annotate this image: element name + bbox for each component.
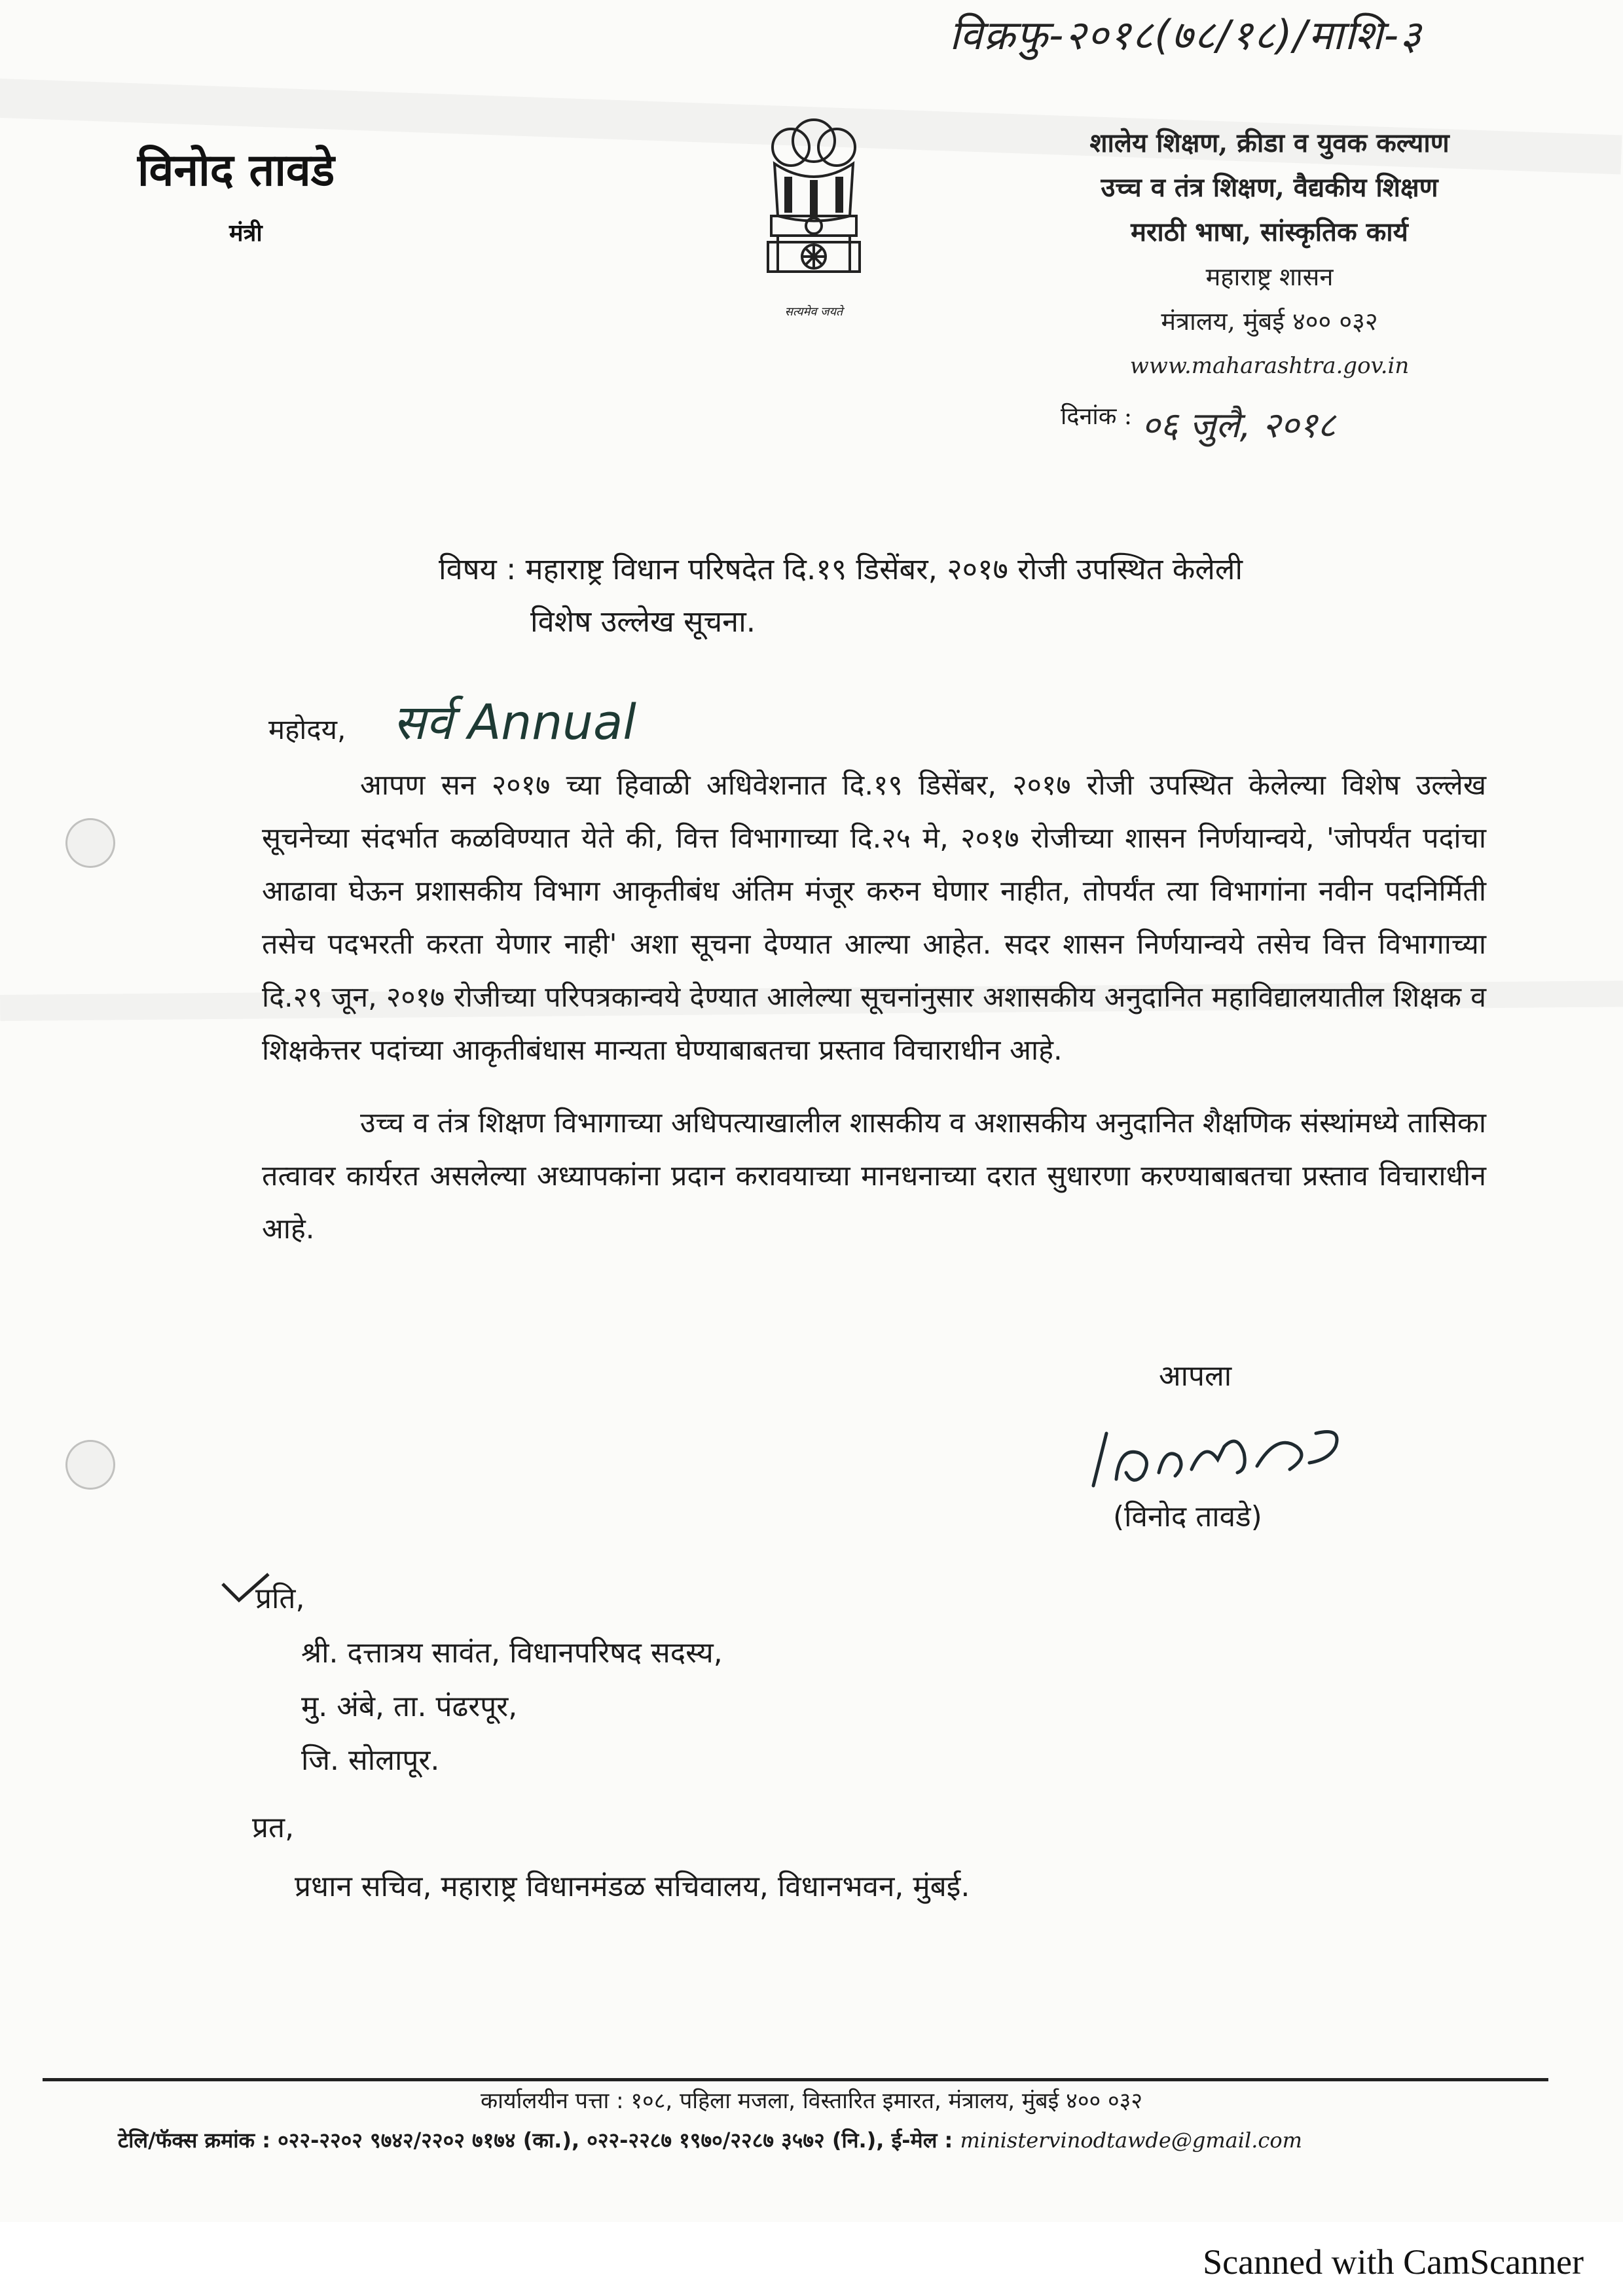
signature-icon — [1080, 1407, 1355, 1499]
copy-to-line: प्रधान सचिव, महाराष्ट्र विधानमंडळ सचिवालय, विधानभवन, मुंबई. — [295, 1870, 970, 1903]
scanner-watermark: Scanned with CamScanner — [1203, 2242, 1584, 2282]
footer-divider — [43, 2078, 1548, 2081]
signatory-name: (विनोद तावडे) — [1113, 1500, 1262, 1534]
copy-to-label: प्रत, — [252, 1811, 295, 1844]
minister-name: विनोद तावडे — [137, 144, 335, 196]
footer-phone: टेलि/फॅक्स क्रमांक : ०२२-२२०२ ९७४२/२२०२ ७१७४ (का.), ०२२-२२८७ १९७०/२२८७ ३५७२ (नि.), ई-मेल : — [118, 2128, 953, 2153]
department-line: मराठी भाषा, सांस्कृतिक कार्य — [1131, 217, 1408, 247]
body-paragraph: आपण सन २०१७ च्या हिवाळी अधिवेशनात दि.१९ डिसेंबर, २०१७ रोजी उपस्थित केलेल्या विशेष उल्लेख सूचनेच्या संदर्भात कळविण्यात येते की, वित्त विभागाच्या दि.२५ मे, २०१७ रोजीच्या शासन निर्णयान्वये, 'जोपर्यंत पदांचा आढावा घेऊन प्रशासकीय विभाग आकृतीबंध अंतिम मंजूर करुन घेणार नाहीत, तोपर्यंत त्या विभागांना नवीन पदनिर्मिती तसेच पदभरती करता येणार नाही' अशा सूचना देण्यात आल्या आहेत. सदर शासन निर्णयान्वये तसेच वित्त विभागाच्या दि.२९ जून, २०१७ रोजीच्या परिपत्रकान्वये देण्यात आलेल्या सूचनांनुसार अशासकीय अनुदानित महाविद्यालयातील शिक्षक व शिक्षकेत्तर पदांच्या आकृतीबंधास मान्यता घेण्याबाबतचा प्रस्ताव विचाराधीन आहे. — [262, 769, 1487, 1067]
subject-block — [439, 543, 1388, 648]
body-paragraph: उच्च व तंत्र शिक्षण विभागाच्या अधिपत्याखालील शासकीय व अशासकीय अनुदानित शैक्षणिक संस्थांमध्ये तासिका तत्वावर कार्यरत असलेल्या अध्यापकांना प्रदान करावयाच्या मानधनाच्या दरात सुधारणा करण्याबाबतचा प्रस्ताव विचाराधीन आहे. — [262, 1107, 1486, 1246]
subject-line: महाराष्ट्र विधान परिषदेत दि.१९ डिसेंबर, २०१७ रोजी उपस्थित केलेली — [525, 552, 1243, 586]
handwritten-annotation: सर्व Annual — [393, 694, 636, 751]
recipient-address — [301, 1626, 723, 1787]
footer-email[interactable]: ministervinodtawde@gmail.com — [960, 2128, 1302, 2153]
lion-capital-icon — [752, 111, 876, 308]
letter-body — [262, 759, 1486, 1256]
national-emblem — [752, 111, 876, 319]
office-address: मंत्रालय, मुंबई ४०० ०३२ — [1161, 307, 1378, 336]
date-label: दिनांक : — [1061, 403, 1132, 430]
salutation: महोदय, — [268, 713, 346, 745]
department-line: उच्च व तंत्र शिक्षण, वैद्यकीय शिक्षण — [1101, 172, 1438, 203]
recipient-line: मु. अंबे, ता. पंढरपूर, — [301, 1690, 518, 1723]
signature — [1080, 1407, 1355, 1499]
department-line: शालेय शिक्षण, क्रीडा व युवक कल्याण — [1089, 128, 1450, 158]
handwritten-reference-number: विक्रफु-२०१८(७८/१८)/माशि-३ — [949, 11, 1423, 59]
footer-contact — [118, 2126, 1302, 2154]
punch-hole — [65, 818, 115, 868]
footer-address: कार्यालयीन पत्ता : १०८, पहिला मजला, विस्तारित इमारत, मंत्रालय, मुंबई ४०० ०३२ — [480, 2088, 1143, 2114]
emblem-motto: सत्यमेव जयते — [784, 305, 843, 319]
recipient-line: जि. सोलापूर. — [301, 1744, 440, 1777]
website-link[interactable]: www.maharashtra.gov.in — [1129, 353, 1410, 379]
recipient-label: प्रति, — [255, 1582, 305, 1615]
government-name: महाराष्ट्र शासन — [1205, 262, 1334, 291]
date-value: ०६ जुलै, २०१८ — [1141, 404, 1336, 446]
minister-title: मंत्री — [229, 219, 263, 247]
subject-line: विशेष उल्लेख सूचना. — [530, 604, 756, 639]
recipient-line: श्री. दत्तात्रय सावंत, विधानपरिषद सदस्य, — [301, 1636, 723, 1670]
subject-label: विषय : — [439, 552, 517, 586]
closing: आपला — [1159, 1359, 1232, 1393]
letter-date — [1061, 399, 1336, 448]
department-block — [1040, 121, 1499, 388]
punch-hole — [65, 1440, 115, 1490]
